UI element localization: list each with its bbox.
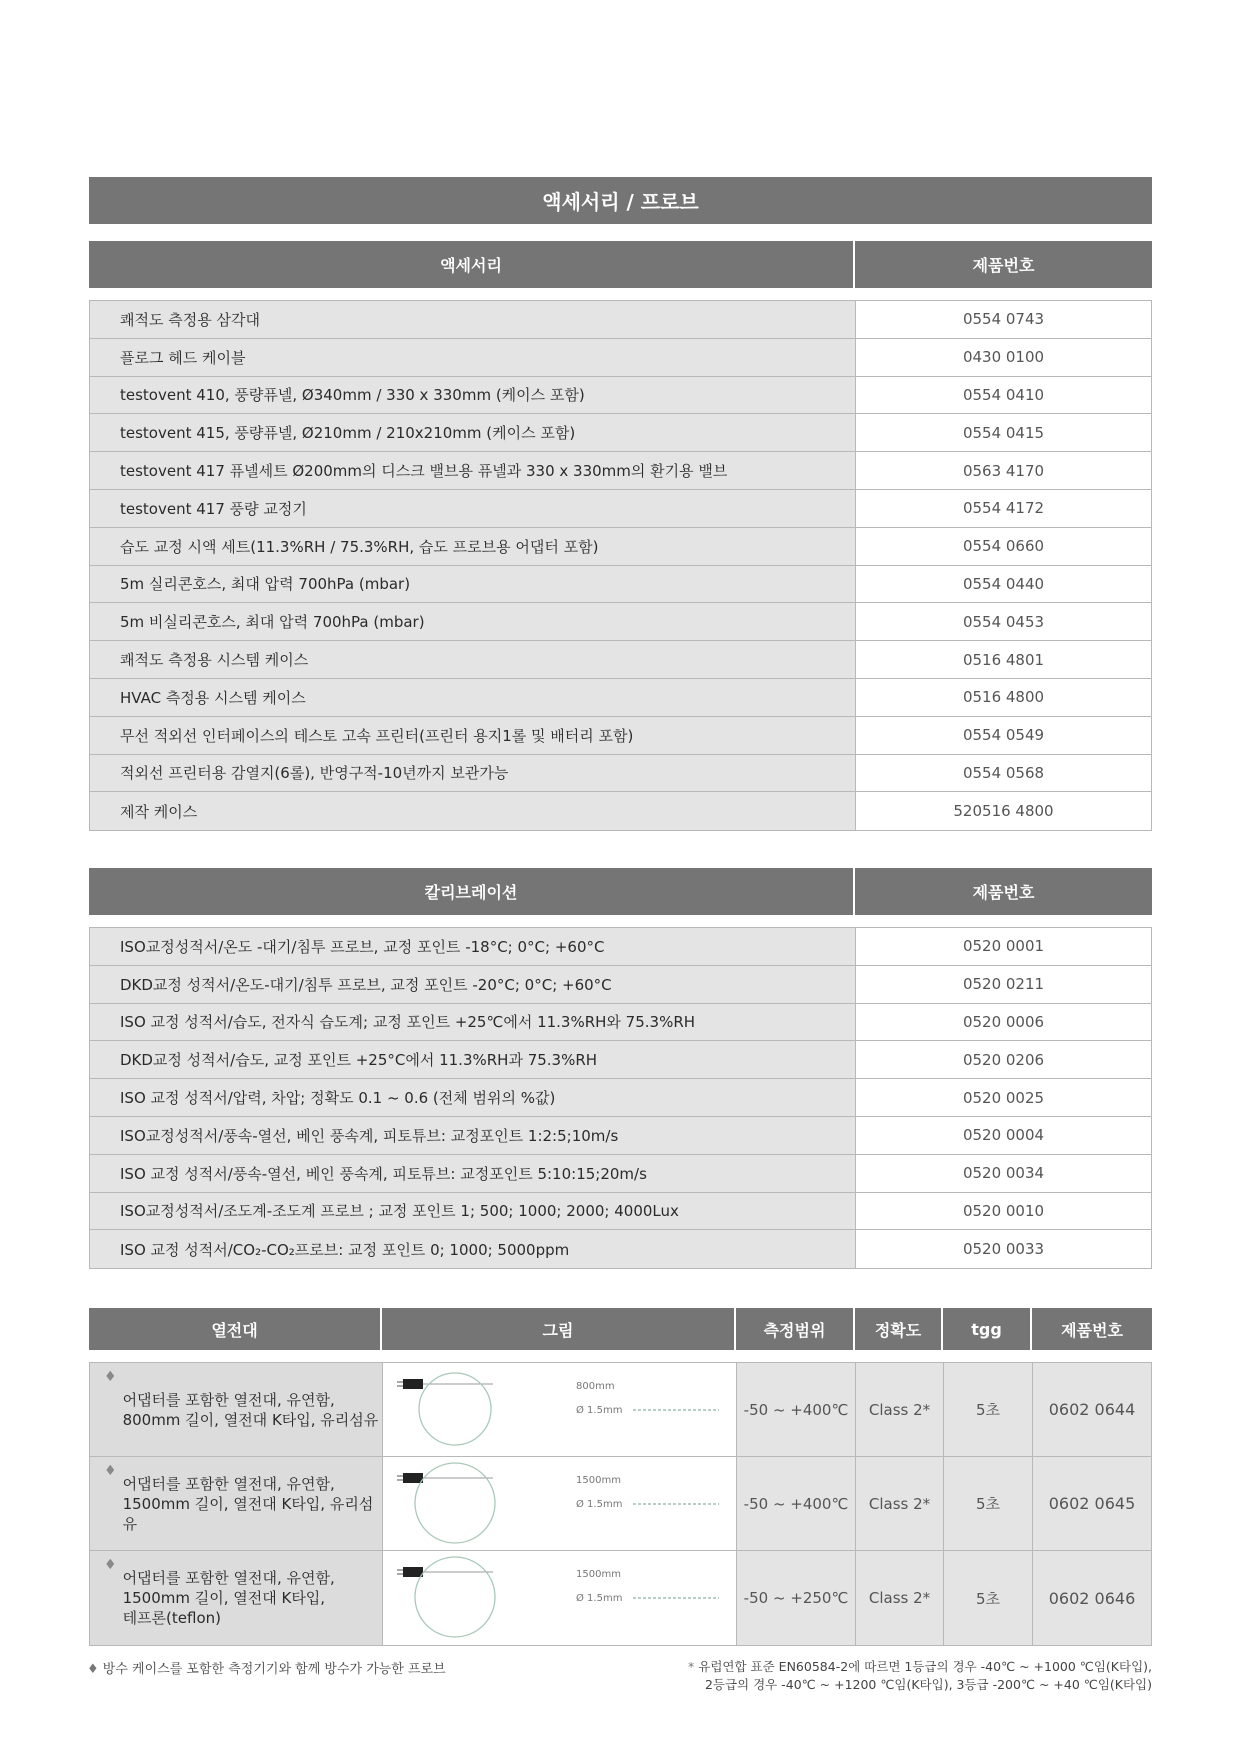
accessory-row-desc: testovent 417 퓨넬세트 Ø200mm의 디스크 밸브용 퓨넬과 330 x 330mm의 환기용 밸브 xyxy=(90,452,856,489)
tc-name-line1: 어댑터를 포함한 열전대, 유연함, xyxy=(122,1474,335,1493)
calibration-table-body xyxy=(89,927,1152,1269)
tc-name-line3: 테프론(teflon) xyxy=(122,1609,221,1627)
calibration-row xyxy=(90,1117,1151,1155)
tc-header-tgg: tgg xyxy=(943,1308,1032,1350)
water-drop-icon: ♦ xyxy=(104,1463,117,1479)
calibration-row-code: 0520 0010 xyxy=(856,1193,1151,1230)
calibration-row-desc: DKD교정 성적서/온도-대기/침투 프로브, 교정 포인트 -20°C; 0°C; +60°C xyxy=(90,966,856,1003)
accessory-row xyxy=(90,679,1151,717)
accessories-header-desc: 액세서리 xyxy=(89,241,855,288)
footnote-standard xyxy=(688,1658,1152,1694)
asterisk-icon: * xyxy=(688,1659,695,1674)
tc-diameter-label: Ø 1.5mm xyxy=(576,1593,623,1604)
tc-row-code: 0602 0645 xyxy=(1033,1457,1151,1550)
accessory-row xyxy=(90,339,1151,377)
accessory-row-desc: 무선 적외선 인터페이스의 테스토 고속 프린터(프린터 용지1롤 및 배터리 포함) xyxy=(90,717,856,754)
thermocouple-row xyxy=(90,1551,1151,1645)
accessory-row-desc: 5m 비실리콘호스, 최대 압력 700hPa (mbar) xyxy=(90,603,856,640)
footnote-waterproof xyxy=(87,1658,446,1677)
accessory-row-desc: testovent 415, 풍량퓨넬, Ø210mm / 210x210mm (케이스 포함) xyxy=(90,414,856,451)
accessories-table xyxy=(89,241,1152,831)
tc-name-line1: 어댑터를 포함한 열전대, 유연함, xyxy=(122,1390,335,1409)
accessories-table-header xyxy=(89,241,1152,288)
tc-length-label: 1500mm xyxy=(576,1475,621,1486)
accessory-row-code: 0554 4172 xyxy=(856,490,1151,527)
calibration-table xyxy=(89,868,1152,1269)
tc-row-accuracy: Class 2* xyxy=(856,1363,944,1456)
tc-diameter-label: Ø 1.5mm xyxy=(576,1405,623,1416)
accessory-row-code: 0554 0415 xyxy=(856,414,1151,451)
calibration-row xyxy=(90,1230,1151,1268)
calibration-row-desc: ISO 교정 성적서/압력, 차압; 정확도 0.1 ~ 0.6 (전체 범위의 %값) xyxy=(90,1079,856,1116)
accessory-row xyxy=(90,641,1151,679)
tc-row-accuracy: Class 2* xyxy=(856,1457,944,1550)
calibration-row-code: 0520 0006 xyxy=(856,1004,1151,1041)
tc-row-tgg: 5초 xyxy=(944,1551,1033,1645)
calibration-row xyxy=(90,1155,1151,1193)
tc-row-tgg: 5초 xyxy=(944,1457,1033,1550)
calibration-header-code: 제품번호 xyxy=(972,883,1035,902)
footnote-right-line1: 유럽연합 표준 EN60584-2에 따르면 1등급의 경우 -40℃ ~ +1000 ℃임(K타입), xyxy=(698,1659,1152,1674)
calibration-row xyxy=(90,1079,1151,1117)
thermocouple-probe-illustration xyxy=(383,1363,737,1457)
footnote-right-line2: 2등급의 경우 -40℃ ~ +1200 ℃임(K타입), 3등급 -200℃ ~ +40 ℃임(K타입) xyxy=(704,1677,1152,1692)
tc-name-line2: 1500mm 길이, 열전대 K타입, 유리섬유 xyxy=(122,1494,374,1533)
tc-name-line2: 800mm 길이, 열전대 K타입, 유리섬유 xyxy=(122,1410,379,1429)
accessory-row xyxy=(90,414,1151,452)
calibration-row-desc: ISO 교정 성적서/풍속-열선, 베인 풍속계, 피토튜브: 교정포인트 5:10:15;20m/s xyxy=(90,1155,856,1192)
accessory-row xyxy=(90,755,1151,793)
tc-header-range: 측정범위 xyxy=(736,1308,855,1350)
accessory-row-code: 0554 0568 xyxy=(856,755,1151,792)
tc-row-range: -50 ~ +400℃ xyxy=(737,1363,856,1456)
tc-header-name: 열전대 xyxy=(89,1308,382,1350)
tc-header-image: 그림 xyxy=(382,1308,736,1350)
accessory-row-desc: 제작 케이스 xyxy=(90,792,856,830)
tc-row-tgg: 5초 xyxy=(944,1363,1033,1456)
accessory-row xyxy=(90,377,1151,415)
accessory-row-code: 0554 0410 xyxy=(856,377,1151,414)
tc-row-accuracy: Class 2* xyxy=(856,1551,944,1645)
accessory-row-desc: 쾌적도 측정용 시스템 케이스 xyxy=(90,641,856,678)
accessories-header-code: 제품번호 xyxy=(972,256,1035,275)
page-title: 액세서리 / 프로브 xyxy=(89,177,1152,224)
tc-row-image xyxy=(383,1551,737,1645)
calibration-row-desc: DKD교정 성적서/습도, 교정 포인트 +25°C에서 11.3%RH과 75.3%RH xyxy=(90,1041,856,1078)
accessory-row-desc: testovent 417 풍량 교정기 xyxy=(90,490,856,527)
water-drop-icon: ♦ xyxy=(104,1557,117,1573)
tc-header-accuracy: 정확도 xyxy=(855,1308,943,1350)
calibration-row-code: 0520 0004 xyxy=(856,1117,1151,1154)
tc-row-image xyxy=(383,1457,737,1550)
accessory-row-code: 520516 4800 xyxy=(856,792,1151,830)
calibration-table-header xyxy=(89,868,1152,915)
calibration-row-desc: ISO교정성적서/풍속-열선, 베인 풍속계, 피토튜브: 교정포인트 1:2:5;10m/s xyxy=(90,1117,856,1154)
calibration-row-code: 0520 0001 xyxy=(856,928,1151,965)
tc-row-range: -50 ~ +250℃ xyxy=(737,1551,856,1645)
calibration-row-code: 0520 0034 xyxy=(856,1155,1151,1192)
calibration-row xyxy=(90,1004,1151,1042)
accessory-row xyxy=(90,603,1151,641)
thermocouple-probe-illustration xyxy=(383,1457,737,1551)
tc-header-code: 제품번호 xyxy=(1061,1320,1123,1340)
accessory-row-desc: testovent 410, 풍량퓨넬, Ø340mm / 330 x 330mm (케이스 포함) xyxy=(90,377,856,414)
accessory-row xyxy=(90,717,1151,755)
calibration-row-desc: ISO교정성적서/조도계-조도계 프로브 ; 교정 포인트 1; 500; 1000; 2000; 4000Lux xyxy=(90,1193,856,1230)
calibration-row-desc: ISO 교정 성적서/습도, 전자식 습도계; 교정 포인트 +25℃에서 11.3%RH와 75.3%RH xyxy=(90,1004,856,1041)
tc-row-name xyxy=(90,1551,383,1645)
tc-row-range: -50 ~ +400℃ xyxy=(737,1457,856,1550)
thermocouple-table-body xyxy=(89,1362,1152,1646)
accessory-row xyxy=(90,301,1151,339)
accessory-row-code: 0563 4170 xyxy=(856,452,1151,489)
tc-name-line1: 어댑터를 포함한 열전대, 유연함, xyxy=(122,1569,335,1587)
accessory-row-code: 0554 0440 xyxy=(856,566,1151,603)
accessory-row-code: 0516 4800 xyxy=(856,679,1151,716)
calibration-row xyxy=(90,1041,1151,1079)
water-drop-icon: ♦ xyxy=(104,1369,117,1385)
accessory-row-code: 0430 0100 xyxy=(856,339,1151,376)
accessory-row xyxy=(90,452,1151,490)
tc-row-code: 0602 0646 xyxy=(1033,1551,1151,1645)
accessory-row xyxy=(90,792,1151,830)
calibration-row xyxy=(90,1193,1151,1231)
accessory-row-code: 0554 0453 xyxy=(856,603,1151,640)
tc-row-code: 0602 0644 xyxy=(1033,1363,1151,1456)
tc-row-name xyxy=(90,1363,383,1456)
accessory-row-desc: 플로그 헤드 케이블 xyxy=(90,339,856,376)
thermocouple-probe-illustration xyxy=(383,1551,737,1645)
thermocouple-row xyxy=(90,1363,1151,1457)
accessory-row-code: 0554 0549 xyxy=(856,717,1151,754)
accessory-row-code: 0554 0660 xyxy=(856,528,1151,565)
footnote-left-text: 방수 케이스를 포함한 측정기기와 함께 방수가 가능한 프로브 xyxy=(102,1662,446,1677)
accessory-row-desc: 쾌적도 측정용 삼각대 xyxy=(90,301,856,338)
tc-diameter-label: Ø 1.5mm xyxy=(576,1499,623,1510)
thermocouple-table-header xyxy=(89,1308,1152,1350)
tc-length-label: 800mm xyxy=(576,1381,615,1392)
calibration-row xyxy=(90,966,1151,1004)
accessory-row-desc: 5m 실리콘호스, 최대 압력 700hPa (mbar) xyxy=(90,566,856,603)
calibration-row-desc: ISO 교정 성적서/CO₂-CO₂프로브: 교정 포인트 0; 1000; 5000ppm xyxy=(90,1230,856,1268)
calibration-row-code: 0520 0206 xyxy=(856,1041,1151,1078)
accessory-row-code: 0516 4801 xyxy=(856,641,1151,678)
calibration-row-code: 0520 0211 xyxy=(856,966,1151,1003)
thermocouple-table xyxy=(89,1308,1152,1646)
calibration-header-desc: 칼리브레이션 xyxy=(89,868,855,915)
accessory-row xyxy=(90,566,1151,604)
accessory-row-desc: 습도 교정 시액 세트(11.3%RH / 75.3%RH, 습도 프로브용 어댑터 포함) xyxy=(90,528,856,565)
calibration-row-code: 0520 0033 xyxy=(856,1230,1151,1268)
accessory-row xyxy=(90,490,1151,528)
accessory-row-desc: HVAC 측정용 시스템 케이스 xyxy=(90,679,856,716)
accessory-row-code: 0554 0743 xyxy=(856,301,1151,338)
tc-row-image xyxy=(383,1363,737,1456)
accessory-row-desc: 적외선 프린터용 감열지(6롤), 반영구적-10년까지 보관가능 xyxy=(90,755,856,792)
water-drop-icon: ♦ xyxy=(87,1662,99,1677)
calibration-row-code: 0520 0025 xyxy=(856,1079,1151,1116)
calibration-row xyxy=(90,928,1151,966)
accessory-row xyxy=(90,528,1151,566)
tc-name-line2: 1500mm 길이, 열전대 K타입, xyxy=(122,1589,326,1607)
accessories-table-body xyxy=(89,300,1152,831)
tc-row-name xyxy=(90,1457,383,1550)
calibration-row-desc: ISO교정성적서/온도 -대기/침투 프로브, 교정 포인트 -18°C; 0°C; +60°C xyxy=(90,928,856,965)
thermocouple-row xyxy=(90,1457,1151,1551)
tc-length-label: 1500mm xyxy=(576,1569,621,1580)
